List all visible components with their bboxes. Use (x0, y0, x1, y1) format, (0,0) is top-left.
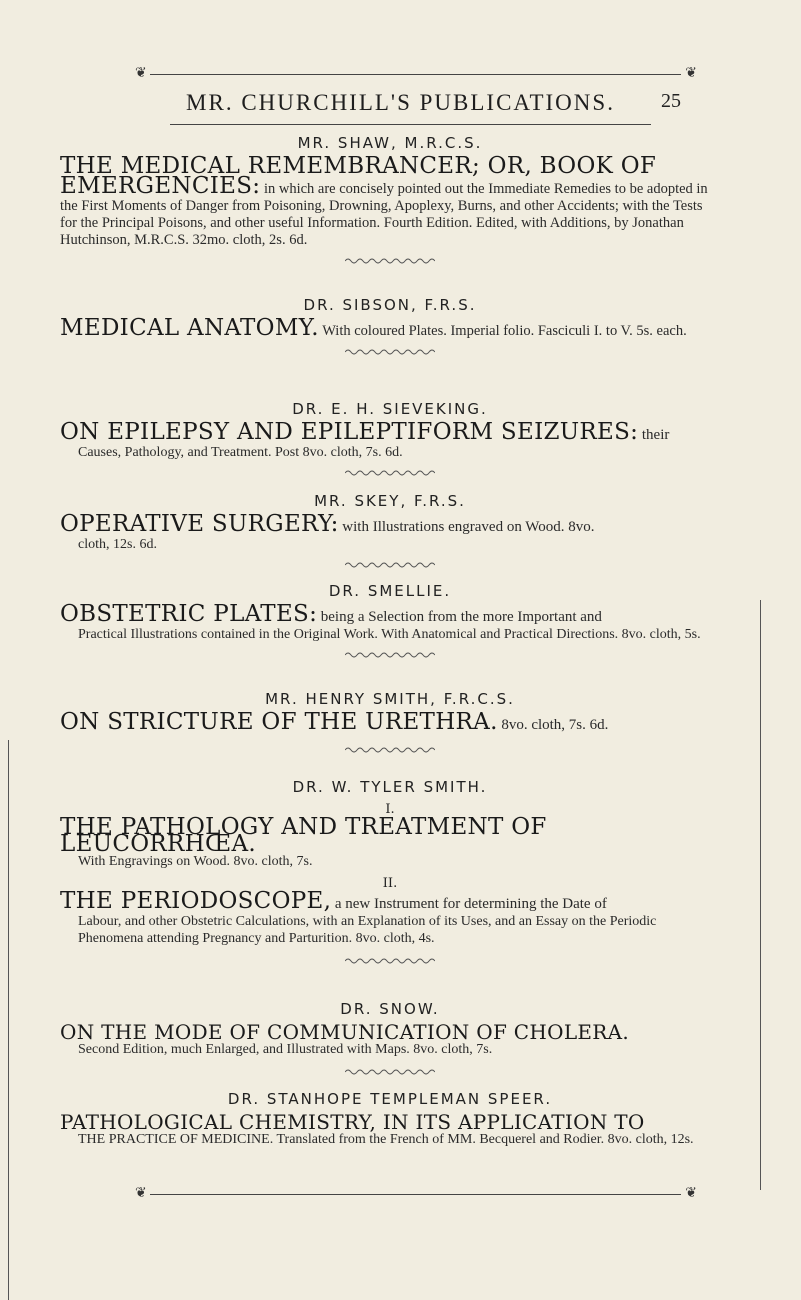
entry-title: ON STRICTURE OF THE URETHRA. (60, 709, 498, 735)
entry-text: cloth, 12s. 6d. (78, 537, 157, 552)
left-fleuron-icon: ❦ (135, 65, 147, 81)
page-number: 25 (661, 90, 681, 112)
wavy-divider (345, 469, 435, 477)
entry-subtitle: 8vo. cloth, 7s. 6d. (501, 717, 609, 733)
bottom-ornamental-rule (150, 1194, 681, 1195)
entry-title: PATHOLOGICAL CHEMISTRY, IN ITS APPLICATION TO (60, 1110, 645, 1134)
entry-title: ON EPILEPSY AND EPILEPTIFORM SEIZURES: (60, 419, 639, 445)
right-fleuron-icon: ❦ (685, 65, 697, 81)
entry-subtitle: being a Selection from the more Important and (320, 609, 602, 625)
entry-author: DR. STANHOPE TEMPLEMAN SPEER. (227, 1090, 553, 1108)
entry-sieveking (60, 400, 720, 477)
item-numeral: I. (385, 802, 395, 817)
entry-snow (60, 1000, 720, 1076)
entry-author: DR. SMELLIE. (328, 582, 452, 600)
entry-skey (60, 492, 720, 569)
entry-author: MR. HENRY SMITH, F.R.C.S. (265, 690, 515, 708)
entry-text-block (60, 1131, 720, 1148)
wavy-divider (345, 746, 435, 754)
entry-author: DR. E. H. SIEVEKING. (292, 400, 488, 418)
entry-text: Second Edition, much Enlarged, and Illustrated with Maps. 8vo. cloth, 7s. (78, 1042, 493, 1057)
entry-body (60, 1110, 720, 1148)
wavy-divider (345, 957, 435, 965)
right-bottom-fleuron-icon: ❦ (685, 1185, 697, 1201)
running-title: MR. CHURCHILL'S PUBLICATIONS. (186, 90, 615, 115)
entry-body (60, 601, 720, 643)
entry-text: in which are concisely pointed out the Immediate Remedies to be adopted in the First Moments of Danger from Poisoning, Drowning, Apoplexy, Burns, and other Accidents; with the Tests for the Principal Poisons, and other useful Information. Fourth Edition. Edited, with Additions, by Jonathan Hutchinson, M.R.C.S. 32mo. cloth, 2s. 6d. (60, 181, 708, 248)
entry-title: THE MEDICAL REMEMBRANCER; OR, BOOK OF EMERGENCIES: (60, 153, 657, 199)
entry-author: MR. SHAW, M.R.C.S. (297, 134, 483, 152)
entry-text: Causes, Pathology, and Treatment. Post 8vo. cloth, 7s. 6d. (78, 445, 403, 460)
entry-body (60, 888, 720, 947)
entry-tyler-smith (60, 778, 720, 965)
wavy-divider (345, 257, 435, 265)
wavy-divider (345, 651, 435, 659)
entry-title: THE PERIODOSCOPE, (60, 888, 332, 914)
entry-subtitle: their (641, 427, 670, 443)
entry-body (60, 814, 720, 870)
entry-text: With coloured Plates. Imperial folio. Fasciculi I. to V. 5s. each. (322, 323, 687, 339)
wavy-divider (345, 1068, 435, 1076)
entry-title: MEDICAL ANATOMY. (60, 315, 319, 341)
entry-body (60, 1020, 720, 1058)
entry-author: DR. W. TYLER SMITH. (292, 778, 488, 796)
right-margin-rule (760, 600, 761, 1190)
entry-author: DR. SNOW. (340, 1000, 440, 1018)
entry-body (60, 511, 720, 553)
entry-text: With Engravings on Wood. 8vo. cloth, 7s. (78, 854, 313, 869)
entry-author: MR. SKEY, F.R.S. (314, 492, 466, 510)
entry-author: DR. SIBSON, F.R.S. (303, 296, 477, 314)
entry-title: ON THE MODE OF COMMUNICATION OF CHOLERA. (60, 1020, 630, 1044)
entry-smellie (60, 582, 720, 659)
entry-text: Translated from the French of MM. Becquerel and Rodier. 8vo. cloth, 12s. (276, 1132, 694, 1147)
left-margin-rule (8, 740, 9, 1300)
entry-title: THE PATHOLOGY AND TREATMENT OF LEUCORRHŒA. (60, 814, 547, 857)
entry-speer (60, 1090, 720, 1148)
entry-title: OBSTETRIC PLATES: (60, 601, 318, 627)
entry-body (60, 315, 720, 341)
entry-title: OPERATIVE SURGERY: (60, 511, 339, 537)
entry-subtitle: a new Instrument for determining the Date of (334, 896, 607, 912)
left-bottom-fleuron-icon: ❦ (135, 1185, 147, 1201)
entry-shaw (60, 134, 720, 265)
entry-text: Practical Illustrations contained in the Original Work. With Anatomical and Practical Directions. 8vo. cloth, 5s. (78, 627, 701, 642)
entry-body (60, 153, 720, 249)
entry-body (60, 419, 720, 461)
entry-henry-smith (60, 690, 720, 754)
entry-text: Labour, and other Obstetric Calculations, with an Explanation of its Uses, and an Essay on the Periodic Phenomena attending Pregnancy and Parturition. 8vo. cloth, 4s. (78, 914, 657, 946)
wavy-divider (345, 561, 435, 569)
top-ornamental-rule (150, 74, 681, 75)
entry-sibson (60, 296, 720, 356)
entry-body (60, 709, 720, 735)
item-numeral: II. (382, 876, 398, 891)
header-rule (170, 124, 651, 125)
wavy-divider (345, 348, 435, 356)
entry-subtitle: with Illustrations engraved on Wood. 8vo. (342, 519, 595, 535)
entry-subtitle: THE PRACTICE OF MEDICINE. (78, 1132, 274, 1147)
